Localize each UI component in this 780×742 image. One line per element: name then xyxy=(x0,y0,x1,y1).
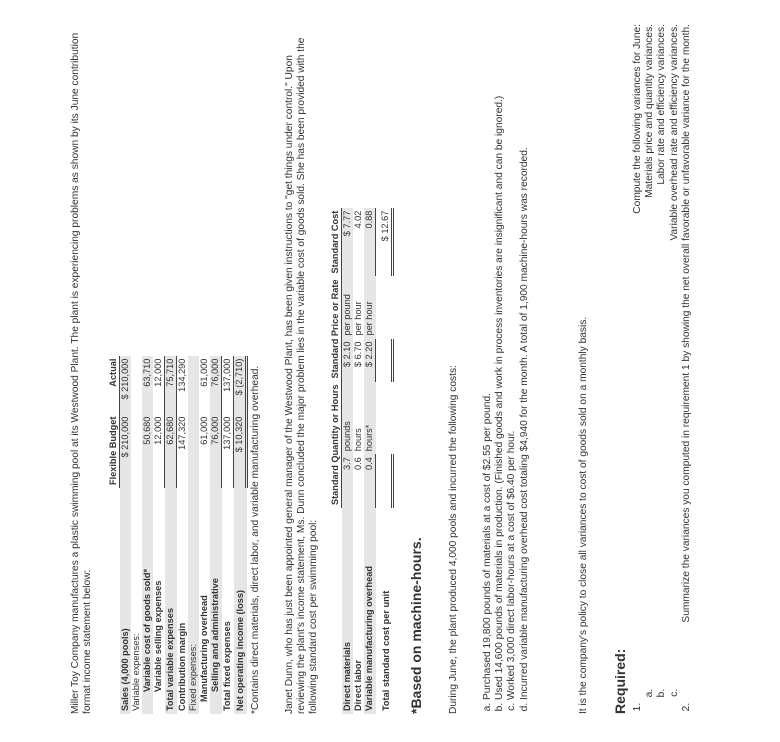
table-row: Total fixed expenses 137,000 137,000 xyxy=(222,356,234,714)
income-statement xyxy=(108,356,248,714)
income-header-blank xyxy=(108,488,120,714)
table-row: Net operating income (loss) $ 10,320 $ (2,710) xyxy=(234,356,247,714)
paragraph-june-costs: During June, the plant produced 4,000 pools and incurred the following costs: xyxy=(448,365,459,714)
list-item: a. Materials price and quantity variances. xyxy=(644,24,656,686)
list-item: b. Labor rate and efficiency variances. xyxy=(656,24,668,686)
std-header-price: Standard Price or Rate xyxy=(330,276,342,381)
table-row: Manufacturing overhead 61,000 61,000 xyxy=(199,358,209,702)
table-row: Variable expenses: xyxy=(131,633,141,711)
std-header-qty: Standard Quantity or Hours xyxy=(330,382,342,508)
standard-cost-table xyxy=(330,208,394,714)
income-header-actual: Actual xyxy=(108,356,120,414)
table-row: Sales (4,000 pools) $ 210,000 $ 210,000 xyxy=(120,356,132,714)
list-item: 1. Compute the following variances for June: a. Materials price and quantity variances. b. Labor rate and efficiency variances. c. Variable overhead rate and efficiency variances. xyxy=(632,24,681,700)
table-row: Fixed expenses: xyxy=(188,356,199,714)
table-row: Total standard cost per unit $ 12.67 xyxy=(376,208,393,714)
paragraph-dunn: Janet Dunn, who has just been appointed general manager of the Westwood Plant, has been given instructions to "get things under control." Upon reviewing the plant's income statement, Ms. Dunn concluded the major problem lies in the variable cost of goods sold. She has been provided with the following standard cost per swimming pool: xyxy=(284,37,320,714)
list-item: c. Worked 3,000 direct labor-hours at a cost of $6.40 per hour. xyxy=(506,24,518,700)
std-header-cost: Standard Cost xyxy=(330,208,342,277)
footnote-cogs: *Contains direct materials, direct labor, and variable manufacturing overhead. xyxy=(250,365,261,714)
required-list xyxy=(632,24,693,714)
table-row: Direct labor 0.6 hours $ 6.70 per hour 4.02 xyxy=(353,210,363,711)
table-row: Selling and administrative 76,000 76,000 xyxy=(210,356,222,714)
table-row: Variable selling expenses 12,000 12,000 xyxy=(153,358,164,692)
list-item: d. Incurred variable manufacturing overhead cost totaling $4,940 for the month. A total of 1,900 machine-hours was recorded. xyxy=(519,24,531,700)
table-row: Variable cost of goods sold* 50,680 63,710 xyxy=(142,356,153,714)
list-item: a. Purchased 19,800 pounds of materials at a cost of $2.55 per pound. xyxy=(482,24,494,700)
required-heading: Required: xyxy=(612,648,628,714)
table-row: Contribution margin 147,320 134,290 xyxy=(177,356,189,714)
table-row: Total variable expenses 62,680 75,710 xyxy=(165,356,177,714)
intro-paragraph: Miller Toy Company manufactures a plastic swimming pool at its Westwood Plant. The plant is experiencing problems as shown by its June contribution format income statement below: xyxy=(70,32,94,714)
table-row: Variable manufacturing overhead 0.4 hours* $ 2.20 per hour 0.88 xyxy=(364,208,376,714)
table-row: Direct materials 3.7 pounds $ 2.10 per pound $ 7.77 xyxy=(342,208,354,714)
list-item: 2. Summarize the variances you computed in requirement 1 by showing the net overall favorable or unfavorable variance for the month. xyxy=(681,24,693,700)
list-item: b. Used 14,600 pounds of materials in production. (Finished goods and work in process inventories are insignificant and can be ignored.) xyxy=(494,24,506,700)
costs-list xyxy=(482,24,531,714)
machine-hours-note: *Based on machine-hours. xyxy=(408,537,424,714)
income-header-budget: Flexible Budget xyxy=(108,414,120,488)
list-item: c. Variable overhead rate and efficiency variances. xyxy=(669,24,681,686)
policy-paragraph: It is the company's policy to close all variances to cost of goods sold on a monthly basis. xyxy=(578,316,589,714)
